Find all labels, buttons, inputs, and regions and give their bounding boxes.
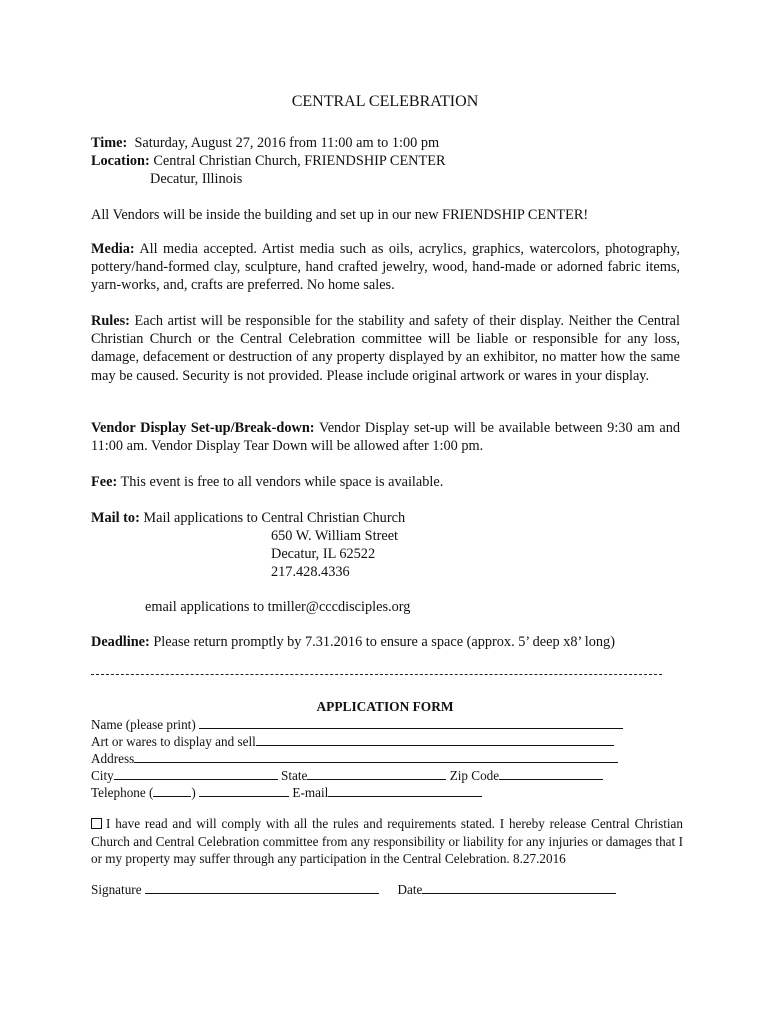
page-title: CENTRAL CELEBRATION	[291, 93, 479, 110]
media-text: All media accepted. Artist media such as oils, acrylics, graphics, watercolors, photography, pottery/hand-formed clay, sculpture, hand crafted jewelry, wood, hand-made or adorned fabric items, yarn-works, and, crafts are preferred. No home sales.	[91, 241, 680, 294]
zip-field[interactable]	[499, 767, 603, 780]
signature-label: Signature	[91, 882, 142, 897]
location-value: Central Christian Church, FRIENDSHIP CENTER	[153, 153, 446, 169]
art-label: Art or wares to display and sell	[91, 734, 256, 749]
mail-city: Decatur, IL 62522	[271, 546, 376, 562]
media-label: Media	[91, 241, 130, 257]
setup-text: Vendor Display set-up will be available between 9:30 am and 11:00 am. Vendor Display Tear Down will be allowed after 1:00 pm.	[91, 420, 680, 455]
name-row	[91, 716, 623, 733]
deadline-label: Deadline	[91, 634, 146, 650]
media-paragraph: Media: All media accepted. Artist media such as oils, acrylics, graphics, watercolors, photography, pottery/hand-formed clay, sculpture, hand crafted jewelry, wood, hand-made or adorned fabric items, yarn-works, and, crafts are preferred. No home sales.	[91, 241, 680, 294]
address-label: Address	[91, 751, 135, 766]
telephone-label: Telephone (	[91, 785, 154, 800]
telephone-close: )	[191, 785, 196, 800]
name-label: Name (please print)	[91, 717, 196, 732]
email-line: email applications to tmiller@cccdisciples.org	[145, 599, 411, 615]
rules-label: Rules	[91, 313, 126, 329]
email-label: E-mail	[292, 785, 329, 800]
rules-text: Each artist will be responsible for the stability and safety of their display. Neither the Central Christian Church or the Central Celebration committee will be liable or responsible for any loss, damage, defacement or destruction of any property displayed by an exhibitor, no matter how the same may be caused. Security is not provided. Please include original artwork or wares in your display.	[91, 313, 680, 384]
mail-street: 650 W. William Street	[271, 528, 399, 544]
mail-intro: Mail applications to Central Christian Church	[143, 510, 406, 526]
fee-text: This event is free to all vendors while space is available.	[120, 474, 444, 490]
fee-line: Fee: This event is free to all vendors while space is available.	[91, 474, 444, 490]
agreement-text: I have read and will comply with all the rules and requirements stated. I hereby release Central Christian Church and Central Celebration committee from any responsibility or liability for any injuries or damages that I or my property may suffer through any participation in the Central Celebration. 8.27.2016	[91, 816, 683, 866]
mail-label: Mail to	[91, 510, 136, 526]
state-field[interactable]	[307, 767, 446, 780]
state-label: State	[281, 768, 308, 783]
telephone-email-row	[91, 784, 482, 801]
date-field[interactable]	[422, 881, 616, 894]
art-field[interactable]	[256, 733, 614, 746]
signature-field[interactable]	[145, 881, 379, 894]
date-label: Date	[397, 882, 423, 897]
art-row	[91, 733, 614, 750]
time-line: Time: Saturday, August 27, 2016 from 11:00 am to 1:00 pm	[91, 135, 440, 151]
address-field[interactable]	[134, 750, 618, 763]
deadline-text: Please return promptly by 7.31.2016 to ensure a space (approx. 5’ deep x8’ long)	[153, 634, 615, 650]
mail-line: Mail to: Mail applications to Central Christian Church	[91, 510, 406, 526]
mail-phone: 217.428.4336	[271, 564, 350, 580]
vendors-note: All Vendors will be inside the building and set up in our new FRIENDSHIP CENTER!	[91, 207, 589, 223]
address-row	[91, 750, 618, 767]
city-field[interactable]	[114, 767, 278, 780]
time-value: Saturday, August 27, 2016 from 11:00 am to 1:00 pm	[134, 135, 440, 151]
fee-label: Fee	[91, 474, 113, 490]
location-city: Decatur, Illinois	[150, 171, 243, 187]
city-state-zip-row	[91, 767, 603, 784]
setup-paragraph: Vendor Display Set-up/Break-down: Vendor Display set-up will be available between 9:30 am and 11:00 am. Vendor Display Tear Down will be allowed after 1:00 pm.	[91, 420, 680, 455]
email-field[interactable]	[328, 784, 482, 797]
time-label: Time	[91, 135, 123, 151]
setup-label: Vendor Display Set-up/Break-down	[91, 420, 310, 436]
city-label: City	[91, 768, 114, 783]
zip-label: Zip Code	[449, 768, 500, 783]
agreement-paragraph	[91, 815, 683, 868]
name-field[interactable]	[199, 716, 623, 729]
deadline-line: Deadline: Please return promptly by 7.31.2016 to ensure a space (approx. 5’ deep x8’ long)	[91, 634, 615, 650]
telephone-field[interactable]	[199, 784, 289, 797]
location-line: Location: Central Christian Church, FRIENDSHIP CENTER	[91, 153, 446, 169]
agreement-checkbox[interactable]	[91, 818, 102, 829]
area-code-field[interactable]	[153, 784, 191, 797]
cut-line-divider	[91, 674, 662, 675]
signature-row	[91, 881, 616, 898]
location-label: Location	[91, 153, 146, 169]
rules-paragraph: Rules: Each artist will be responsible for the stability and safety of their display. Neither the Central Christian Church or the Central Celebration committee will be liable or responsible for any loss, damage, defacement or destruction of any property displayed by an exhibitor, no matter how the same may be caused. Security is not provided. Please include original artwork or wares in your display.	[91, 313, 680, 384]
application-form-heading: APPLICATION FORM	[316, 699, 454, 714]
